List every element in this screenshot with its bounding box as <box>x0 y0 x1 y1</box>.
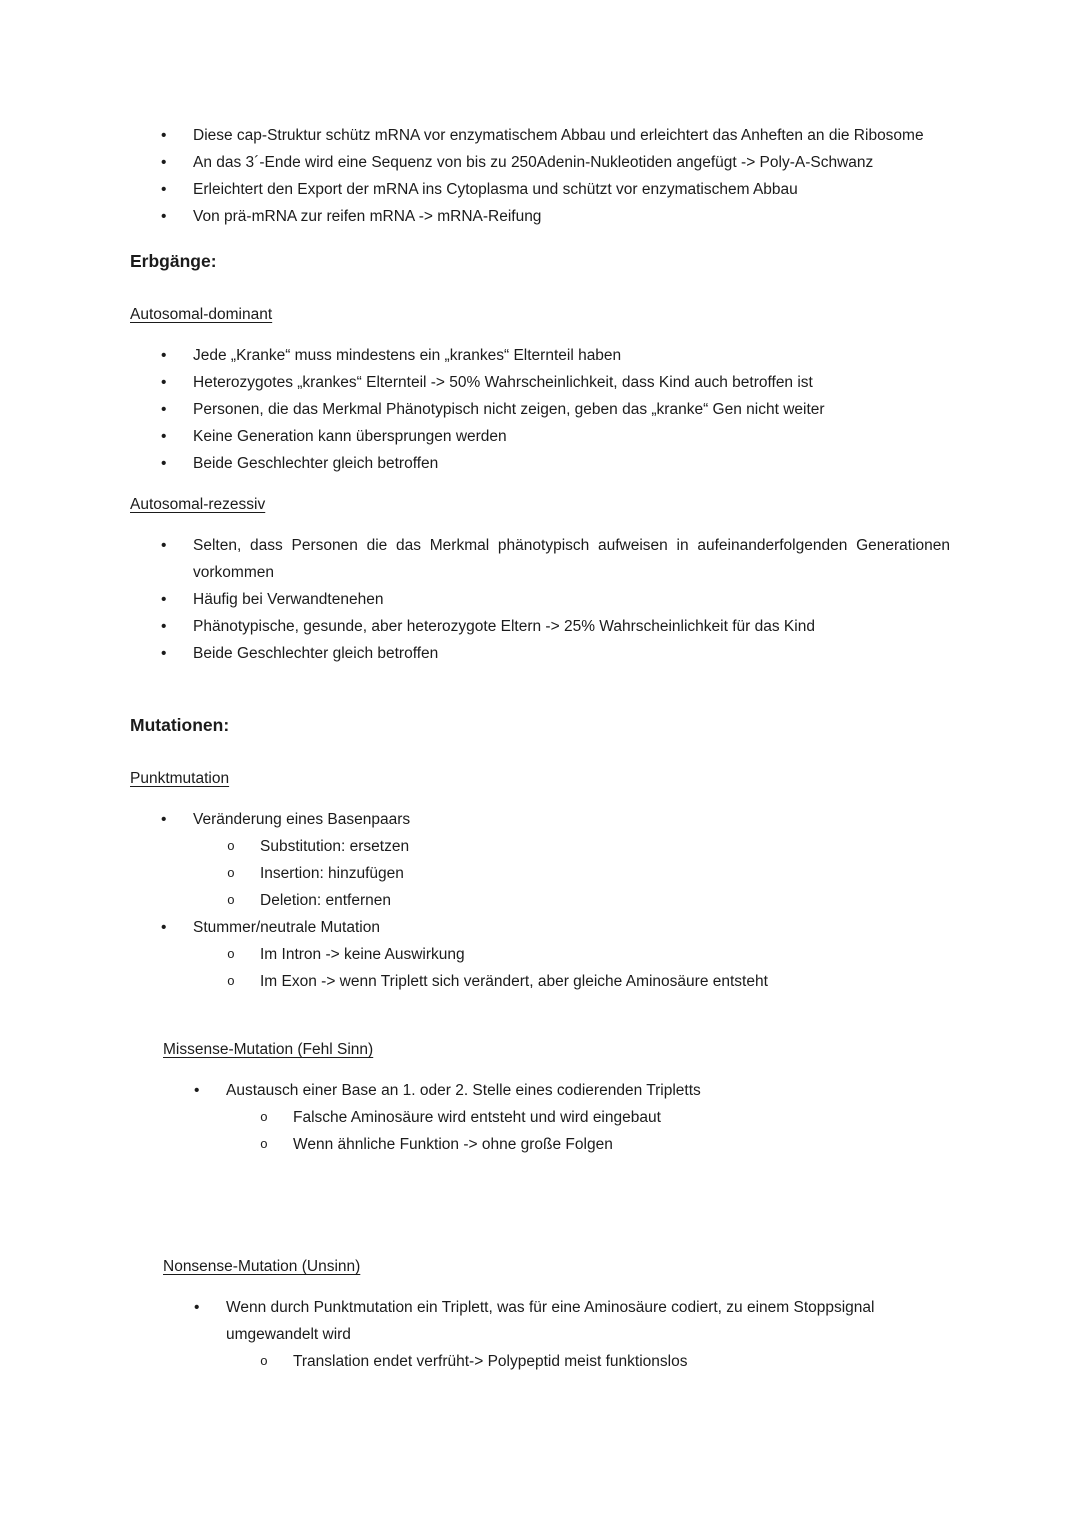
list-item: • Diese cap-Struktur schütz mRNA vor enzymatischem Abbau und erleichtert das Anheften an die Ribosome <box>130 122 950 149</box>
sub-heading: Nonsense-Mutation (Unsinn) <box>163 1258 361 1275</box>
list-item: • Veränderung eines Basenpaars <box>130 806 950 833</box>
sub-heading: Missense-Mutation (Fehl Sinn) <box>163 1041 374 1058</box>
list-item: • Heterozygotes „krankes“ Elternteil -> 50% Wahrscheinlichkeit, dass Kind auch betroffen ist <box>130 369 950 396</box>
list-item: • Beide Geschlechter gleich betroffen <box>130 640 950 667</box>
section-heading: Erbgänge: <box>130 251 217 271</box>
list-item: • An das 3´-Ende wird eine Sequenz von bis zu 250Adenin-Nukleotiden angefügt -> Poly-A-Schwanz <box>130 149 950 176</box>
section-heading: Mutationen: <box>130 715 230 735</box>
list-item: • Erleichtert den Export der mRNA ins Cytoplasma und schützt vor enzymatischem Abbau <box>130 176 950 203</box>
document-body <box>130 122 950 1375</box>
list-item: • Selten, dass Personen die das Merkmal phänotypisch aufweisen in aufeinanderfolgenden Generationen vorkommen <box>130 532 950 586</box>
list-item: • Phänotypische, gesunde, aber heterozygote Eltern -> 25% Wahrscheinlichkeit für das Kind <box>130 613 950 640</box>
list-item: o Falsche Aminosäure wird entsteht und wird eingebaut <box>163 1104 950 1131</box>
list-item: o Substitution: ersetzen <box>130 833 950 860</box>
spacer <box>130 1158 950 1185</box>
spacer <box>130 667 950 694</box>
list-item: • Häufig bei Verwandtenehen <box>130 586 950 613</box>
list-item: o Im Intron -> keine Auswirkung <box>130 941 950 968</box>
spacer <box>130 995 950 1022</box>
list-item: • Beide Geschlechter gleich betroffen <box>130 450 950 477</box>
list-item: • Von prä-mRNA zur reifen mRNA -> mRNA-Reifung <box>130 203 950 230</box>
spacer <box>130 1212 950 1239</box>
list-item: • Keine Generation kann übersprungen werden <box>130 423 950 450</box>
list-item: o Translation endet verfrüht-> Polypeptid meist funktionslos <box>163 1348 950 1375</box>
list-item: • Wenn durch Punktmutation ein Triplett, was für eine Aminosäure codiert, zu einem Stoppsignal umgewandelt wird <box>163 1294 950 1348</box>
list-item: • Jede „Kranke“ muss mindestens ein „krankes“ Elternteil haben <box>130 342 950 369</box>
list-item: o Wenn ähnliche Funktion -> ohne große Folgen <box>163 1131 950 1158</box>
sub-heading: Punktmutation <box>130 770 230 787</box>
list-item: o Deletion: entfernen <box>130 887 950 914</box>
list-item: • Stummer/neutrale Mutation <box>130 914 950 941</box>
list-item: • Austausch einer Base an 1. oder 2. Stelle eines codierenden Tripletts <box>163 1077 950 1104</box>
list-item: • Personen, die das Merkmal Phänotypisch nicht zeigen, geben das „kranke“ Gen nicht weiter <box>130 396 950 423</box>
list-item: o Im Exon -> wenn Triplett sich verändert, aber gleiche Aminosäure entsteht <box>130 968 950 995</box>
sub-heading: Autosomal-rezessiv <box>130 496 266 513</box>
spacer <box>130 1185 950 1212</box>
sub-heading: Autosomal-dominant <box>130 306 273 323</box>
list-item: o Insertion: hinzufügen <box>130 860 950 887</box>
